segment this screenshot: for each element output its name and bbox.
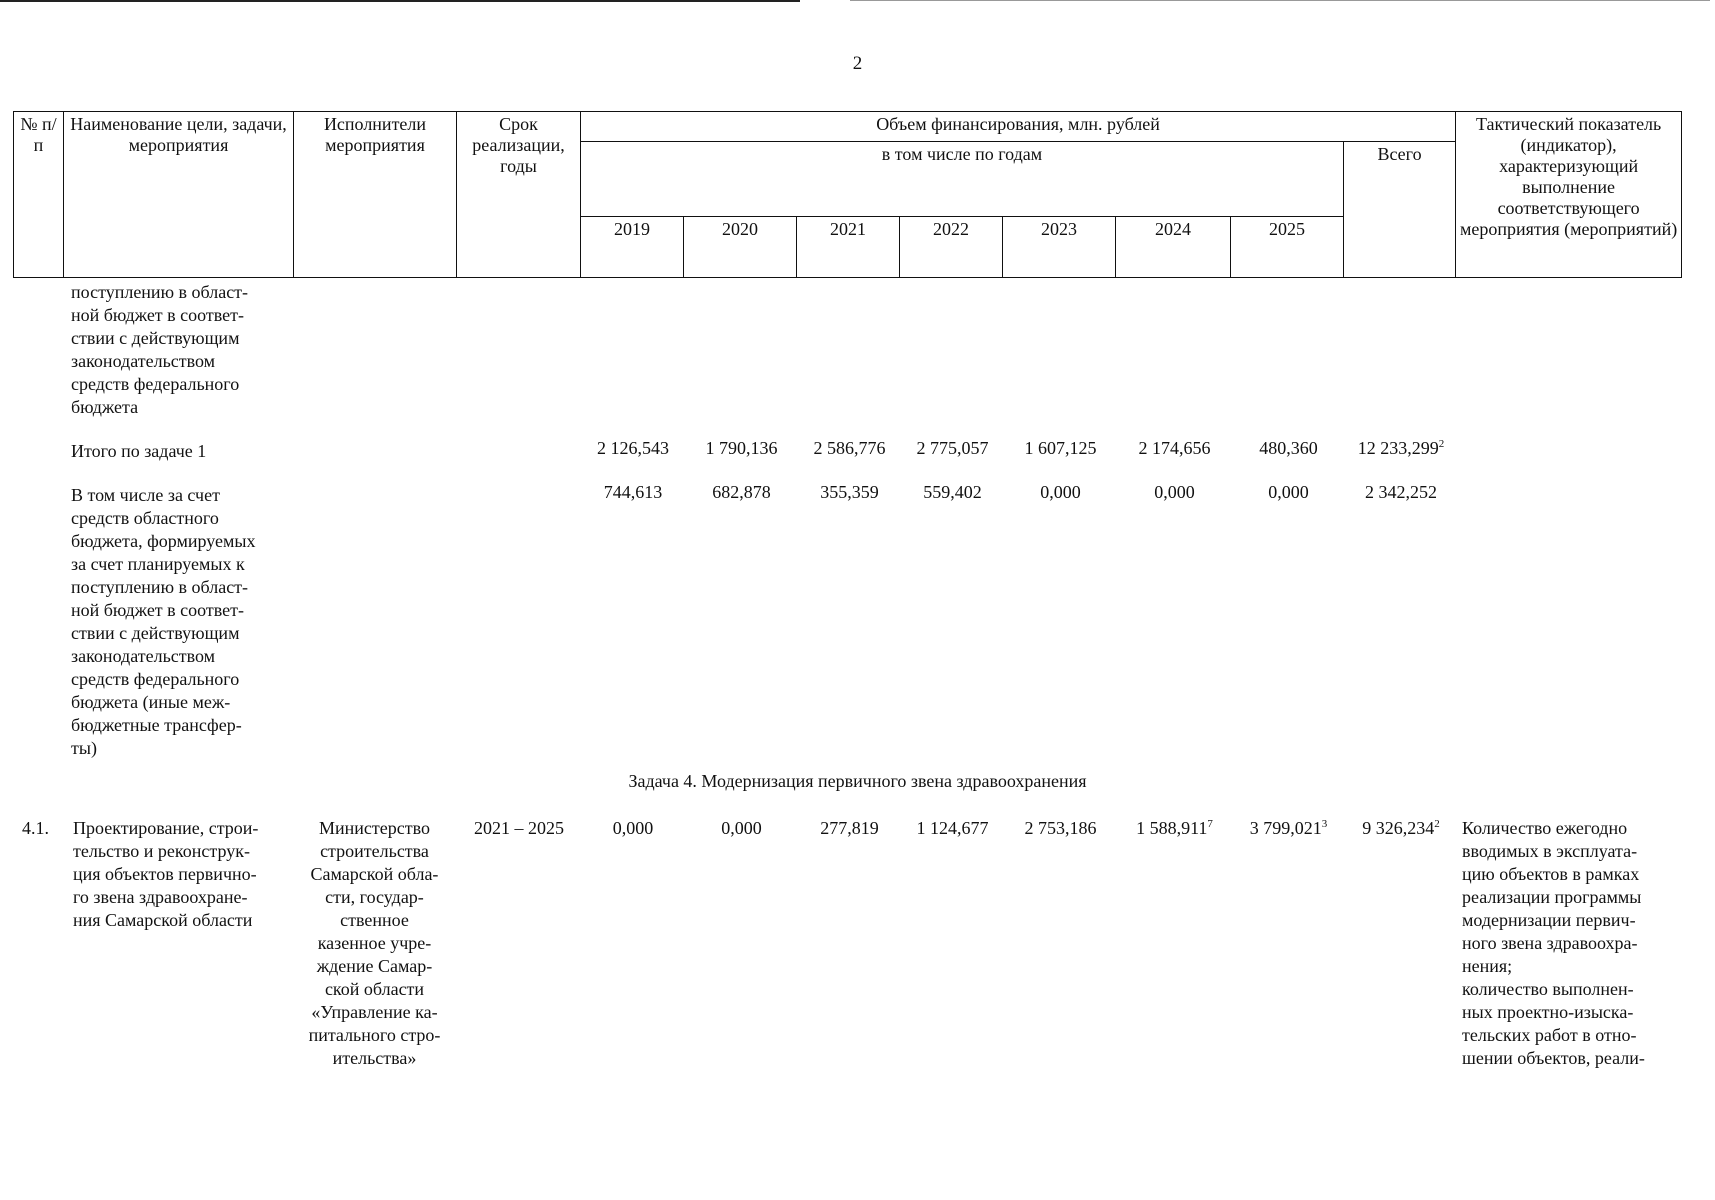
header-year-2020: 2020 xyxy=(684,217,797,278)
itogo-2022: 2 775,057 xyxy=(916,438,989,458)
itogo-2023: 1 607,125 xyxy=(1024,438,1097,458)
row41-total: 9 326,234$^2$ xyxy=(1362,818,1440,838)
page-number: 2 xyxy=(852,53,863,74)
row41-2024: 1 588,911$^7$ xyxy=(1136,818,1213,838)
including-total: 2 342,252 xyxy=(1365,482,1437,502)
row41-term: 2021 – 2025 xyxy=(474,818,564,838)
header-total: Всего xyxy=(1344,142,1456,278)
continuation-text: поступлению в област- ной бюджет в соответ- ствии с действующим законодательством средств федерального бюджета xyxy=(71,282,249,417)
row41-2025: 3 799,021$^3$ xyxy=(1249,818,1328,838)
including-2020: 682,878 xyxy=(712,482,771,502)
itogo-label: Итого по задаче 1 xyxy=(71,441,207,461)
row41-name: Проектирование, строи- тельство и реконструк- ция объектов первично- го звена здравоохране- ния Самарской области xyxy=(73,818,259,930)
row41-indicator: Количество ежегодно вводимых в эксплуата- цию объектов в рамках реализации программы модернизации первич- ного звена здравоохра- нения; количество выполнен- ных проектно-изыска- тельских работ в отно- шении объектов, реали- xyxy=(1462,818,1645,1068)
including-2021: 355,359 xyxy=(820,482,879,502)
itogo-2019: 2 126,543 xyxy=(597,438,669,458)
header-year-2021: 2021 xyxy=(797,217,900,278)
header-name: Наименование цели, задачи, мероприятия xyxy=(64,112,294,278)
row41-2020: 0,000 xyxy=(721,818,762,838)
row41-executors: Министерство строительства Самарской обла- сти, государ- ственное казенное учре- ждение Самар- ской области «Управление ка- питального стро- ительства» xyxy=(308,818,441,1068)
header-indicator: Тактический показатель (индикатор), характеризующий выполнение соответствующего мероприятия (мероприятий) xyxy=(1456,112,1682,278)
including-2025: 0,000 xyxy=(1268,482,1309,502)
including-2019: 744,613 xyxy=(603,482,663,502)
itogo-2021: 2 586,776 xyxy=(813,438,886,458)
header-year-2022: 2022 xyxy=(900,217,1003,278)
itogo-2024: 2 174,656 xyxy=(1138,438,1211,458)
including-2024: 0,000 xyxy=(1154,482,1195,502)
row41-2023: 2 753,186 xyxy=(1024,818,1097,838)
itogo-total: 12 233,299$^2$ xyxy=(1357,438,1445,458)
including-2023: 0,000 xyxy=(1040,482,1081,502)
header-num: № п/п xyxy=(14,112,64,278)
header-year-2025: 2025 xyxy=(1231,217,1344,278)
row41-2022: 1 124,677 xyxy=(916,818,989,838)
header-funding: Объем финансирования, млн. рублей xyxy=(581,112,1456,142)
including-2022: 559,402 xyxy=(923,482,982,502)
header-executors: Исполнители мероприятия xyxy=(294,112,457,278)
header-year-2019: 2019 xyxy=(581,217,684,278)
task4-title: Задача 4. Модернизация первичного звена здравоохранения xyxy=(628,771,1087,791)
header-year-2024: 2024 xyxy=(1116,217,1231,278)
itogo-2020: 1 790,136 xyxy=(705,438,778,458)
itogo-2025: 480,360 xyxy=(1259,438,1318,458)
row41-2019: 0,000 xyxy=(612,818,654,838)
header-term: Срок реализации, годы xyxy=(457,112,581,278)
row41-2021: 277,819 xyxy=(820,818,879,838)
header-by-years: в том числе по годам xyxy=(581,142,1344,217)
row41-num: 4.1. xyxy=(22,818,49,838)
header-year-2023: 2023 xyxy=(1003,217,1116,278)
including-label: В том числе за счет средств областного бюджета, формируемых за счет планируемых к поступлению в област- ной бюджет в соответ- ствии с действующим законодательством средств федерального бюджета (иные меж- бюджетные трансфер- ты) xyxy=(71,485,256,758)
